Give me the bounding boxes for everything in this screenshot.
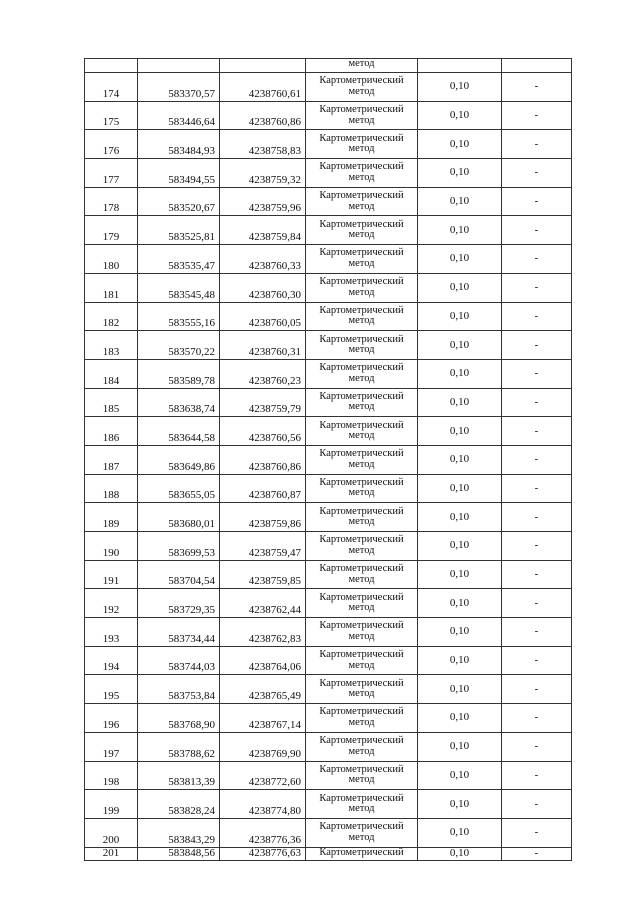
cell-y: 4238765,49 [220,675,306,704]
method-line-1: Картометрический [319,362,404,374]
cell-method [306,646,418,675]
cell-accuracy: 0,10 [418,445,502,474]
method-line-2: метод [348,831,375,843]
cell-method [306,101,418,130]
cell-y: 4238760,23 [220,359,306,388]
cell-num: 175 [85,101,138,130]
cell-note: - [502,302,572,331]
cell-y: 4238760,87 [220,474,306,503]
method-line-2: метод [348,114,375,126]
table-row [85,101,572,130]
cell-x: 583525,81 [138,216,220,245]
method-line-1: Картометрический [319,304,404,316]
method-line-1: Картометрический [319,104,404,116]
cell-note: - [502,331,572,360]
table-row [85,216,572,245]
method-line-2: метод [348,630,375,642]
cell-accuracy: 0,10 [418,245,502,274]
cell-y: 4238760,05 [220,302,306,331]
method-line-2: метод [348,516,375,528]
cell-method [306,445,418,474]
table-row [85,704,572,733]
table-row [85,417,572,446]
cell-method [306,503,418,532]
cell-method [306,560,418,589]
cell-x: 583704,54 [138,560,220,589]
method-line-2: метод [348,688,375,700]
table-row [85,818,572,847]
cell-method [306,359,418,388]
cell-note: - [502,646,572,675]
cell-note: - [502,675,572,704]
cell-y: 4238759,86 [220,503,306,532]
cell-note: - [502,417,572,446]
cell-accuracy: 0,10 [418,474,502,503]
coordinates-table [84,58,572,861]
method-line-1: Картометрический [319,505,404,517]
cell-num: 179 [85,216,138,245]
cell-x: 583370,57 [138,73,220,102]
method-line-1: Картометрический [319,476,404,488]
cell-note: - [502,73,572,102]
cell-accuracy: 0,10 [418,187,502,216]
cell-method [306,245,418,274]
cell-accuracy: 0,10 [418,73,502,102]
method-line-1: Картометрический [319,677,404,689]
method-line-2: метод [348,315,375,327]
method-line-2: метод [348,716,375,728]
cell-y: 4238760,86 [220,101,306,130]
cell-num: 174 [85,73,138,102]
cell-accuracy: 0,10 [418,818,502,847]
method-line-2: метод [348,745,375,757]
cell-x: 583520,67 [138,187,220,216]
cell-note: - [502,790,572,819]
method-line-2: метод [348,544,375,556]
cell-accuracy: 0,10 [418,646,502,675]
cell-accuracy: 0,10 [418,761,502,790]
cell-num: 190 [85,532,138,561]
cell-method [306,331,418,360]
cell-method [306,790,418,819]
cell-method [306,417,418,446]
table-row [85,331,572,360]
cell-y: 4238776,63 [220,847,306,860]
cell-num [85,59,138,73]
cell-note: - [502,101,572,130]
cell-note: - [502,732,572,761]
cell-num: 177 [85,159,138,188]
method-line-1: Картометрический [319,821,404,833]
table-row-continuation [85,59,572,73]
cell-note: - [502,159,572,188]
cell-accuracy: 0,10 [418,216,502,245]
table-row [85,532,572,561]
cell-x: 583589,78 [138,359,220,388]
cell-num: 192 [85,589,138,618]
cell-note: - [502,761,572,790]
method-line-1: Картометрический [319,132,404,144]
cell-y: 4238759,32 [220,159,306,188]
cell-num: 186 [85,417,138,446]
method-line-1: Картометрический [319,419,404,431]
method-line-1: Картометрический [319,276,404,288]
table-row [85,273,572,302]
cell-x: 583545,48 [138,273,220,302]
cell-y: 4238762,44 [220,589,306,618]
cell-note: - [502,130,572,159]
cell-method [306,302,418,331]
cell-num: 199 [85,790,138,819]
cell-accuracy: 0,10 [418,847,502,860]
method-line-1: Картометрический [319,563,404,575]
cell-note: - [502,704,572,733]
cell-y: 4238760,33 [220,245,306,274]
cell-y: 4238762,83 [220,618,306,647]
table-row [85,445,572,474]
table-row [85,790,572,819]
method-line-2: метод [348,344,375,356]
cell-x: 583729,35 [138,589,220,618]
cell-method [306,532,418,561]
cell-method [306,73,418,102]
cell-note: - [502,359,572,388]
cell-method [306,732,418,761]
cell-y: 4238760,30 [220,273,306,302]
cell-method: Картометрический [306,847,418,860]
table-row [85,130,572,159]
cell-note: - [502,560,572,589]
method-line-2: метод [348,803,375,815]
table-row [85,359,572,388]
cell-note: - [502,589,572,618]
method-line-2: метод [348,487,375,499]
cell-num: 187 [85,445,138,474]
cell-num: 181 [85,273,138,302]
cell-accuracy: 0,10 [418,130,502,159]
table-row [85,474,572,503]
table-row [85,618,572,647]
cell-num: 176 [85,130,138,159]
cell-y: 4238764,06 [220,646,306,675]
table-row-last [85,847,572,860]
table-row [85,589,572,618]
cell-note: - [502,388,572,417]
method-line-2: метод [348,171,375,183]
method-line-2: метод [348,573,375,585]
cell-accuracy: 0,10 [418,331,502,360]
table-row [85,560,572,589]
cell-y: 4238759,85 [220,560,306,589]
cell-y: 4238760,31 [220,331,306,360]
cell-method [306,589,418,618]
cell-accuracy: 0,10 [418,302,502,331]
table-row [85,245,572,274]
cell-num: 191 [85,560,138,589]
table-row [85,388,572,417]
cell-x: 583570,22 [138,331,220,360]
cell-x: 583734,44 [138,618,220,647]
method-line-1: Картометрический [319,649,404,661]
cell-x: 583680,01 [138,503,220,532]
method-line-1: Картометрический [319,75,404,87]
cell-x: 583813,39 [138,761,220,790]
cell-note: - [502,273,572,302]
cell-note [502,59,572,73]
cell-num: 185 [85,388,138,417]
method-line-2: метод [348,372,375,384]
cell-num: 178 [85,187,138,216]
cell-note: - [502,187,572,216]
cell-accuracy: 0,10 [418,388,502,417]
table-row [85,187,572,216]
method-line-1: Картометрический [319,534,404,546]
cell-y: 4238774,80 [220,790,306,819]
cell-note: - [502,445,572,474]
cell-accuracy: 0,10 [418,732,502,761]
cell-note: - [502,245,572,274]
method-line-1: Картометрический [319,706,404,718]
method-line-2: метод [348,257,375,269]
cell-num: 193 [85,618,138,647]
cell-method [306,187,418,216]
cell-num: 189 [85,503,138,532]
cell-x: 583828,24 [138,790,220,819]
cell-x: 583768,90 [138,704,220,733]
cell-method [306,273,418,302]
cell-y: 4238776,36 [220,818,306,847]
table-row [85,73,572,102]
cell-x: 583753,84 [138,675,220,704]
cell-method [306,818,418,847]
cell-num: 184 [85,359,138,388]
method-line-1: Картометрический [319,218,404,230]
method-line-2: метод [348,229,375,241]
table-row [85,159,572,188]
cell-y: 4238759,79 [220,388,306,417]
cell-num: 197 [85,732,138,761]
method-line-2: метод [348,286,375,298]
table-row [85,302,572,331]
cell-x: 583649,86 [138,445,220,474]
method-line-2: метод [348,774,375,786]
cell-x: 583843,29 [138,818,220,847]
cell-x: 583535,47 [138,245,220,274]
cell-y: 4238759,84 [220,216,306,245]
cell-num: 201 [85,847,138,860]
cell-x: 583744,03 [138,646,220,675]
cell-accuracy: 0,10 [418,790,502,819]
method-line-1: Картометрический [319,448,404,460]
method-line-1: Картометрический [319,190,404,202]
cell-x: 583484,93 [138,130,220,159]
method-line-1: Картометрический [319,735,404,747]
cell-x: 583788,62 [138,732,220,761]
method-line-2: метод [348,602,375,614]
method-line-1: Картометрический [319,161,404,173]
method-line-2: метод [348,430,375,442]
cell-num: 188 [85,474,138,503]
cell-y: 4238760,86 [220,445,306,474]
cell-accuracy: 0,10 [418,417,502,446]
method-line-2: метод [348,143,375,155]
cell-num: 180 [85,245,138,274]
cell-x: 583494,55 [138,159,220,188]
cell-note: - [502,818,572,847]
cell-note: - [502,216,572,245]
cell-method [306,216,418,245]
table-row [85,761,572,790]
cell-y: 4238760,56 [220,417,306,446]
cell-num: 200 [85,818,138,847]
cell-y: 4238759,47 [220,532,306,561]
cell-method: метод [306,59,418,73]
cell-note: - [502,474,572,503]
cell-num: 194 [85,646,138,675]
cell-accuracy: 0,10 [418,589,502,618]
cell-y: 4238769,90 [220,732,306,761]
cell-x: 583555,16 [138,302,220,331]
cell-accuracy [418,59,502,73]
cell-y: 4238759,96 [220,187,306,216]
cell-y: 4238772,60 [220,761,306,790]
cell-note: - [502,532,572,561]
cell-accuracy: 0,10 [418,675,502,704]
cell-note: - [502,503,572,532]
method-line-1: Картометрический [319,333,404,345]
table-row [85,732,572,761]
cell-method [306,675,418,704]
cell-note: - [502,618,572,647]
cell-method [306,130,418,159]
cell-accuracy: 0,10 [418,503,502,532]
cell-method [306,618,418,647]
cell-num: 183 [85,331,138,360]
table-row [85,675,572,704]
cell-accuracy: 0,10 [418,359,502,388]
cell-num: 196 [85,704,138,733]
method-line-1: Картометрический [319,591,404,603]
method-line-1: Картометрический [319,620,404,632]
cell-num: 195 [85,675,138,704]
cell-y: 4238767,14 [220,704,306,733]
cell-method [306,474,418,503]
cell-accuracy: 0,10 [418,532,502,561]
cell-method [306,159,418,188]
method-line-2: метод [348,401,375,413]
cell-x: 583848,56 [138,847,220,860]
table-row [85,503,572,532]
cell-x: 583699,53 [138,532,220,561]
cell-y: 4238758,83 [220,130,306,159]
cell-y: 4238760,61 [220,73,306,102]
method-line-2: метод [348,659,375,671]
cell-num: 198 [85,761,138,790]
cell-method [306,388,418,417]
cell-x: 583655,05 [138,474,220,503]
cell-x: 583644,58 [138,417,220,446]
cell-x: 583638,74 [138,388,220,417]
cell-note: - [502,847,572,860]
cell-accuracy: 0,10 [418,618,502,647]
method-line-1: Картометрический [319,792,404,804]
cell-accuracy: 0,10 [418,273,502,302]
method-line-1: Картометрический [319,247,404,259]
table-row [85,646,572,675]
cell-accuracy: 0,10 [418,159,502,188]
method-line-2: метод [348,458,375,470]
cell-accuracy: 0,10 [418,560,502,589]
method-line-2: метод [348,200,375,212]
cell-y [220,59,306,73]
cell-method [306,704,418,733]
cell-num: 182 [85,302,138,331]
cell-x [138,59,220,73]
method-line-2: метод [348,85,375,97]
method-line-1: Картометрический [319,763,404,775]
method-line-1: Картометрический [319,390,404,402]
cell-accuracy: 0,10 [418,101,502,130]
cell-x: 583446,64 [138,101,220,130]
cell-accuracy: 0,10 [418,704,502,733]
cell-method [306,761,418,790]
